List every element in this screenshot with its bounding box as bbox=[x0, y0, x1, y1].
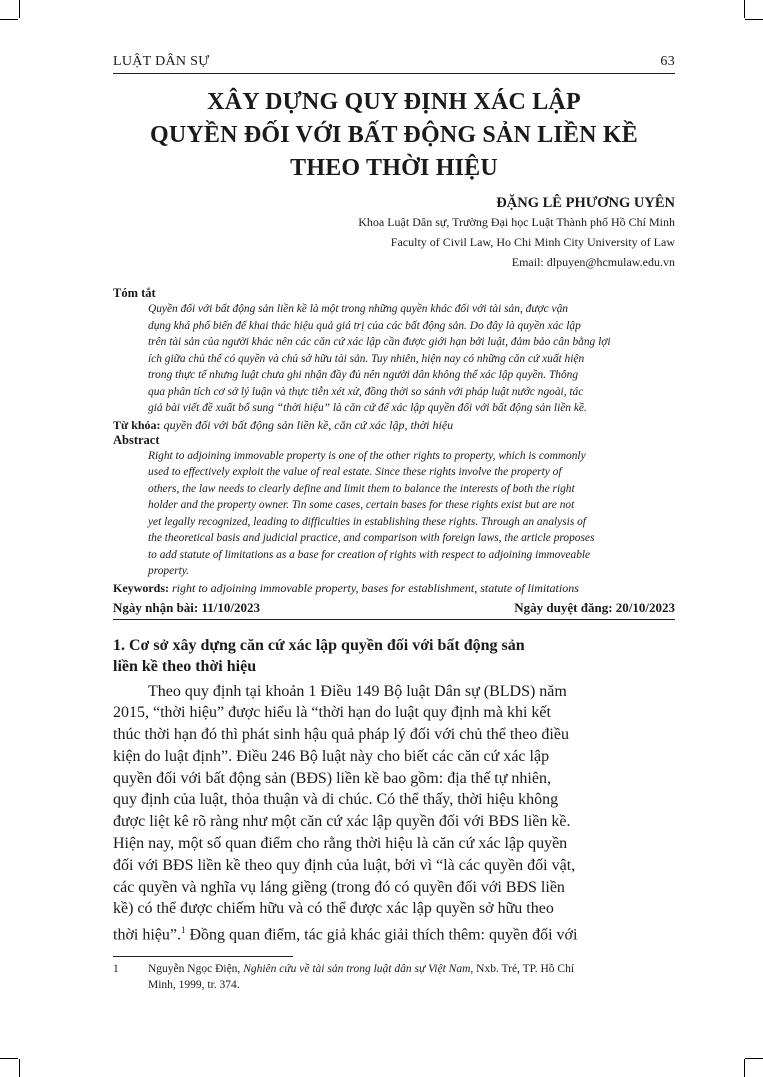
author-affiliation bbox=[113, 212, 675, 272]
keywords-vi bbox=[113, 417, 675, 433]
abstract-line: yet legally recognized, leading to difficulties in establishing these rights. Through an analysis of bbox=[148, 515, 586, 528]
footnote-text bbox=[148, 961, 574, 993]
summary-line: giả bài viết đề xuất bổ sung “thời hiệu” là căn cứ để xác lập quyền đối với bất động sản liền kề. bbox=[148, 402, 587, 414]
body-line: 2015, “thời hiệu” được hiểu là “thời hạn do luật quy định mà khi kết bbox=[113, 704, 551, 722]
summary-line: qua phân tích cơ sở lý luận và thực tiễn xét xử, đồng thời so sánh với pháp luật nước ngoài, tác bbox=[148, 385, 584, 398]
body-line: các quyền và nghĩa vụ láng giềng (trong đó có quyền đối với BĐS liền bbox=[113, 878, 565, 896]
footnote bbox=[113, 961, 675, 993]
journal-page bbox=[113, 54, 675, 993]
article-title bbox=[113, 86, 675, 185]
crop-mark bbox=[19, 0, 20, 18]
title-line: QUYỀN ĐỐI VỚI BẤT ĐỘNG SẢN LIỀN KỀ bbox=[149, 122, 638, 148]
footnote-line: Minh, 1999, tr. 374. bbox=[148, 979, 240, 992]
heading-line: liền kề theo thời hiệu bbox=[113, 657, 257, 675]
running-header bbox=[113, 54, 675, 74]
page-number: 63 bbox=[660, 54, 675, 69]
section-heading bbox=[113, 635, 675, 677]
crop-mark bbox=[744, 0, 745, 18]
abstract-line: used to effectively exploit the value of real estate. Since these rights involve the property of bbox=[148, 466, 562, 478]
accepted-date: Ngày duyệt đăng: 20/10/2023 bbox=[514, 599, 675, 615]
summary-vi-label: Tóm tắt bbox=[113, 286, 156, 300]
abstract-label: Abstract bbox=[113, 432, 160, 447]
body-line: thúc thời hạn đó thì phát sinh hậu quả pháp lý đối với chủ thể theo điều bbox=[113, 726, 569, 744]
body-text-segment: Đồng quan điểm, tác giả khác giải thích thêm: quyền đối với bbox=[185, 926, 578, 944]
body-line: quy định của luật, thỏa thuận và di chúc. Có thể thấy, thời hiệu không bbox=[113, 791, 559, 809]
body-line bbox=[113, 920, 675, 946]
section-body bbox=[113, 681, 675, 947]
body-line: kề) có thể được chiếm hữu và có thể được xác lập quyền sở hữu theo bbox=[113, 900, 554, 918]
body-text-segment: thời hiệu”. bbox=[113, 926, 181, 944]
keywords-en-label: Keywords: bbox=[113, 580, 169, 595]
crop-mark bbox=[745, 19, 763, 20]
crop-mark bbox=[0, 19, 18, 20]
summary-vi bbox=[113, 286, 675, 417]
abstract-line: holder and the property owner. Tin some cases, certain bases for these rights exist but are not bbox=[148, 499, 575, 511]
summary-line: Quyền đối với bất động sản liền kề là một trong những quyền khác đối với tài sản, được vận bbox=[148, 303, 568, 315]
footnote-ref[interactable]: 1 bbox=[181, 925, 186, 936]
crop-mark bbox=[0, 1058, 18, 1059]
footnote-number: 1 bbox=[113, 963, 119, 976]
summary-line: trên tài sản của người khác nên các căn cứ xác lập cần được giới hạn bởi luật, đảm bảo cân bằng lợi bbox=[148, 336, 611, 348]
author-email: Email: dlpuyen@hcmulaw.edu.vn bbox=[511, 255, 675, 269]
heading-line: 1. Cơ sở xây dựng căn cứ xác lập quyền đối với bất động sản bbox=[113, 636, 525, 654]
keywords-vi-label: Từ khóa: bbox=[113, 417, 161, 432]
keywords-vi-text: quyền đối với bất động sản liền kề, căn cứ xác lập, thời hiệu bbox=[163, 417, 454, 432]
summary-line: trong thực tế nhưng luật chưa ghi nhận đầy đủ nên người dân không thể xác lập quyền. Thông bbox=[148, 369, 579, 381]
affiliation-vi: Khoa Luật Dân sự, Trường Đại học Luật Thành phố Hồ Chí Minh bbox=[358, 215, 675, 229]
keywords-en bbox=[113, 580, 675, 596]
footnote-rest: , Nxb. Trẻ, TP. Hồ Chí bbox=[470, 963, 575, 976]
title-line: THEO THỜI HIỆU bbox=[290, 155, 498, 181]
body-line: Theo quy định tại khoản 1 Điều 149 Bộ luật Dân sự (BLDS) năm bbox=[148, 682, 567, 700]
abstract-line: Right to adjoining immovable property is one of the other rights to property, which is commonly bbox=[148, 449, 586, 462]
footnote-book: Nghiên cứu về tài sản trong luật dân sự Việt Nam bbox=[243, 963, 471, 976]
body-line: kiện do luật định”. Điều 246 Bộ luật này cho biết các căn cứ xác lập bbox=[113, 747, 550, 765]
abstract-line: property. bbox=[148, 565, 190, 577]
article-dates bbox=[113, 600, 675, 620]
abstract-en bbox=[113, 433, 675, 580]
summary-vi-text bbox=[113, 301, 675, 417]
section-name: LUẬT DÂN SỰ bbox=[113, 54, 210, 69]
title-line: XÂY DỰNG QUY ĐỊNH XÁC LẬP bbox=[207, 89, 581, 115]
body-line: Hiện nay, một số quan điểm cho rằng thời hiệu là căn cứ xác lập quyền bbox=[113, 835, 568, 853]
summary-line: ích giữa chủ thể có quyền và chủ sở hữu tài sản. Tuy nhiên, hiện nay có những căn cứ xuất hiện bbox=[148, 352, 585, 365]
summary-line: dụng khá phổ biến để khai thác hiệu quả giá trị của các bất động sản. Do đây là quyền xác lập bbox=[148, 319, 581, 332]
abstract-line: to add statute of limitations as a base for creation of rights with respect to adjoining immoveable bbox=[148, 548, 591, 561]
received-date: Ngày nhận bài: 11/10/2023 bbox=[113, 599, 261, 615]
crop-mark bbox=[744, 1059, 745, 1077]
affiliation-en: Faculty of Civil Law, Ho Chi Minh City University of Law bbox=[390, 235, 675, 249]
abstract-line: the theoretical basis and judicial practice, and comparison with foreign laws, the article proposes bbox=[148, 532, 595, 544]
body-line: được liệt kê rõ ràng như một căn cứ xác lập quyền đối với BĐS liền kề. bbox=[113, 813, 571, 831]
footnote-divider bbox=[113, 956, 293, 957]
crop-mark bbox=[19, 1059, 20, 1077]
crop-mark bbox=[745, 1058, 763, 1059]
body-line: quyền đối với bất động sản (BĐS) liền kề bao gồm: địa thế tự nhiên, bbox=[113, 769, 551, 787]
abstract-text bbox=[113, 448, 675, 580]
abstract-line: others, the law needs to clearly define and limit them to balance the interests of both the right bbox=[148, 482, 575, 495]
footnote-author: Nguyễn Ngọc Điện, bbox=[148, 963, 244, 976]
body-line: đối với BĐS liền kề theo quy định của luật, bởi vì “là các quyền đối vật, bbox=[113, 856, 576, 874]
author-name: ĐẶNG LÊ PHƯƠNG UYÊN bbox=[496, 195, 675, 211]
keywords-en-text: right to adjoining immovable property, bases for establishment, statute of limitations bbox=[172, 580, 579, 595]
